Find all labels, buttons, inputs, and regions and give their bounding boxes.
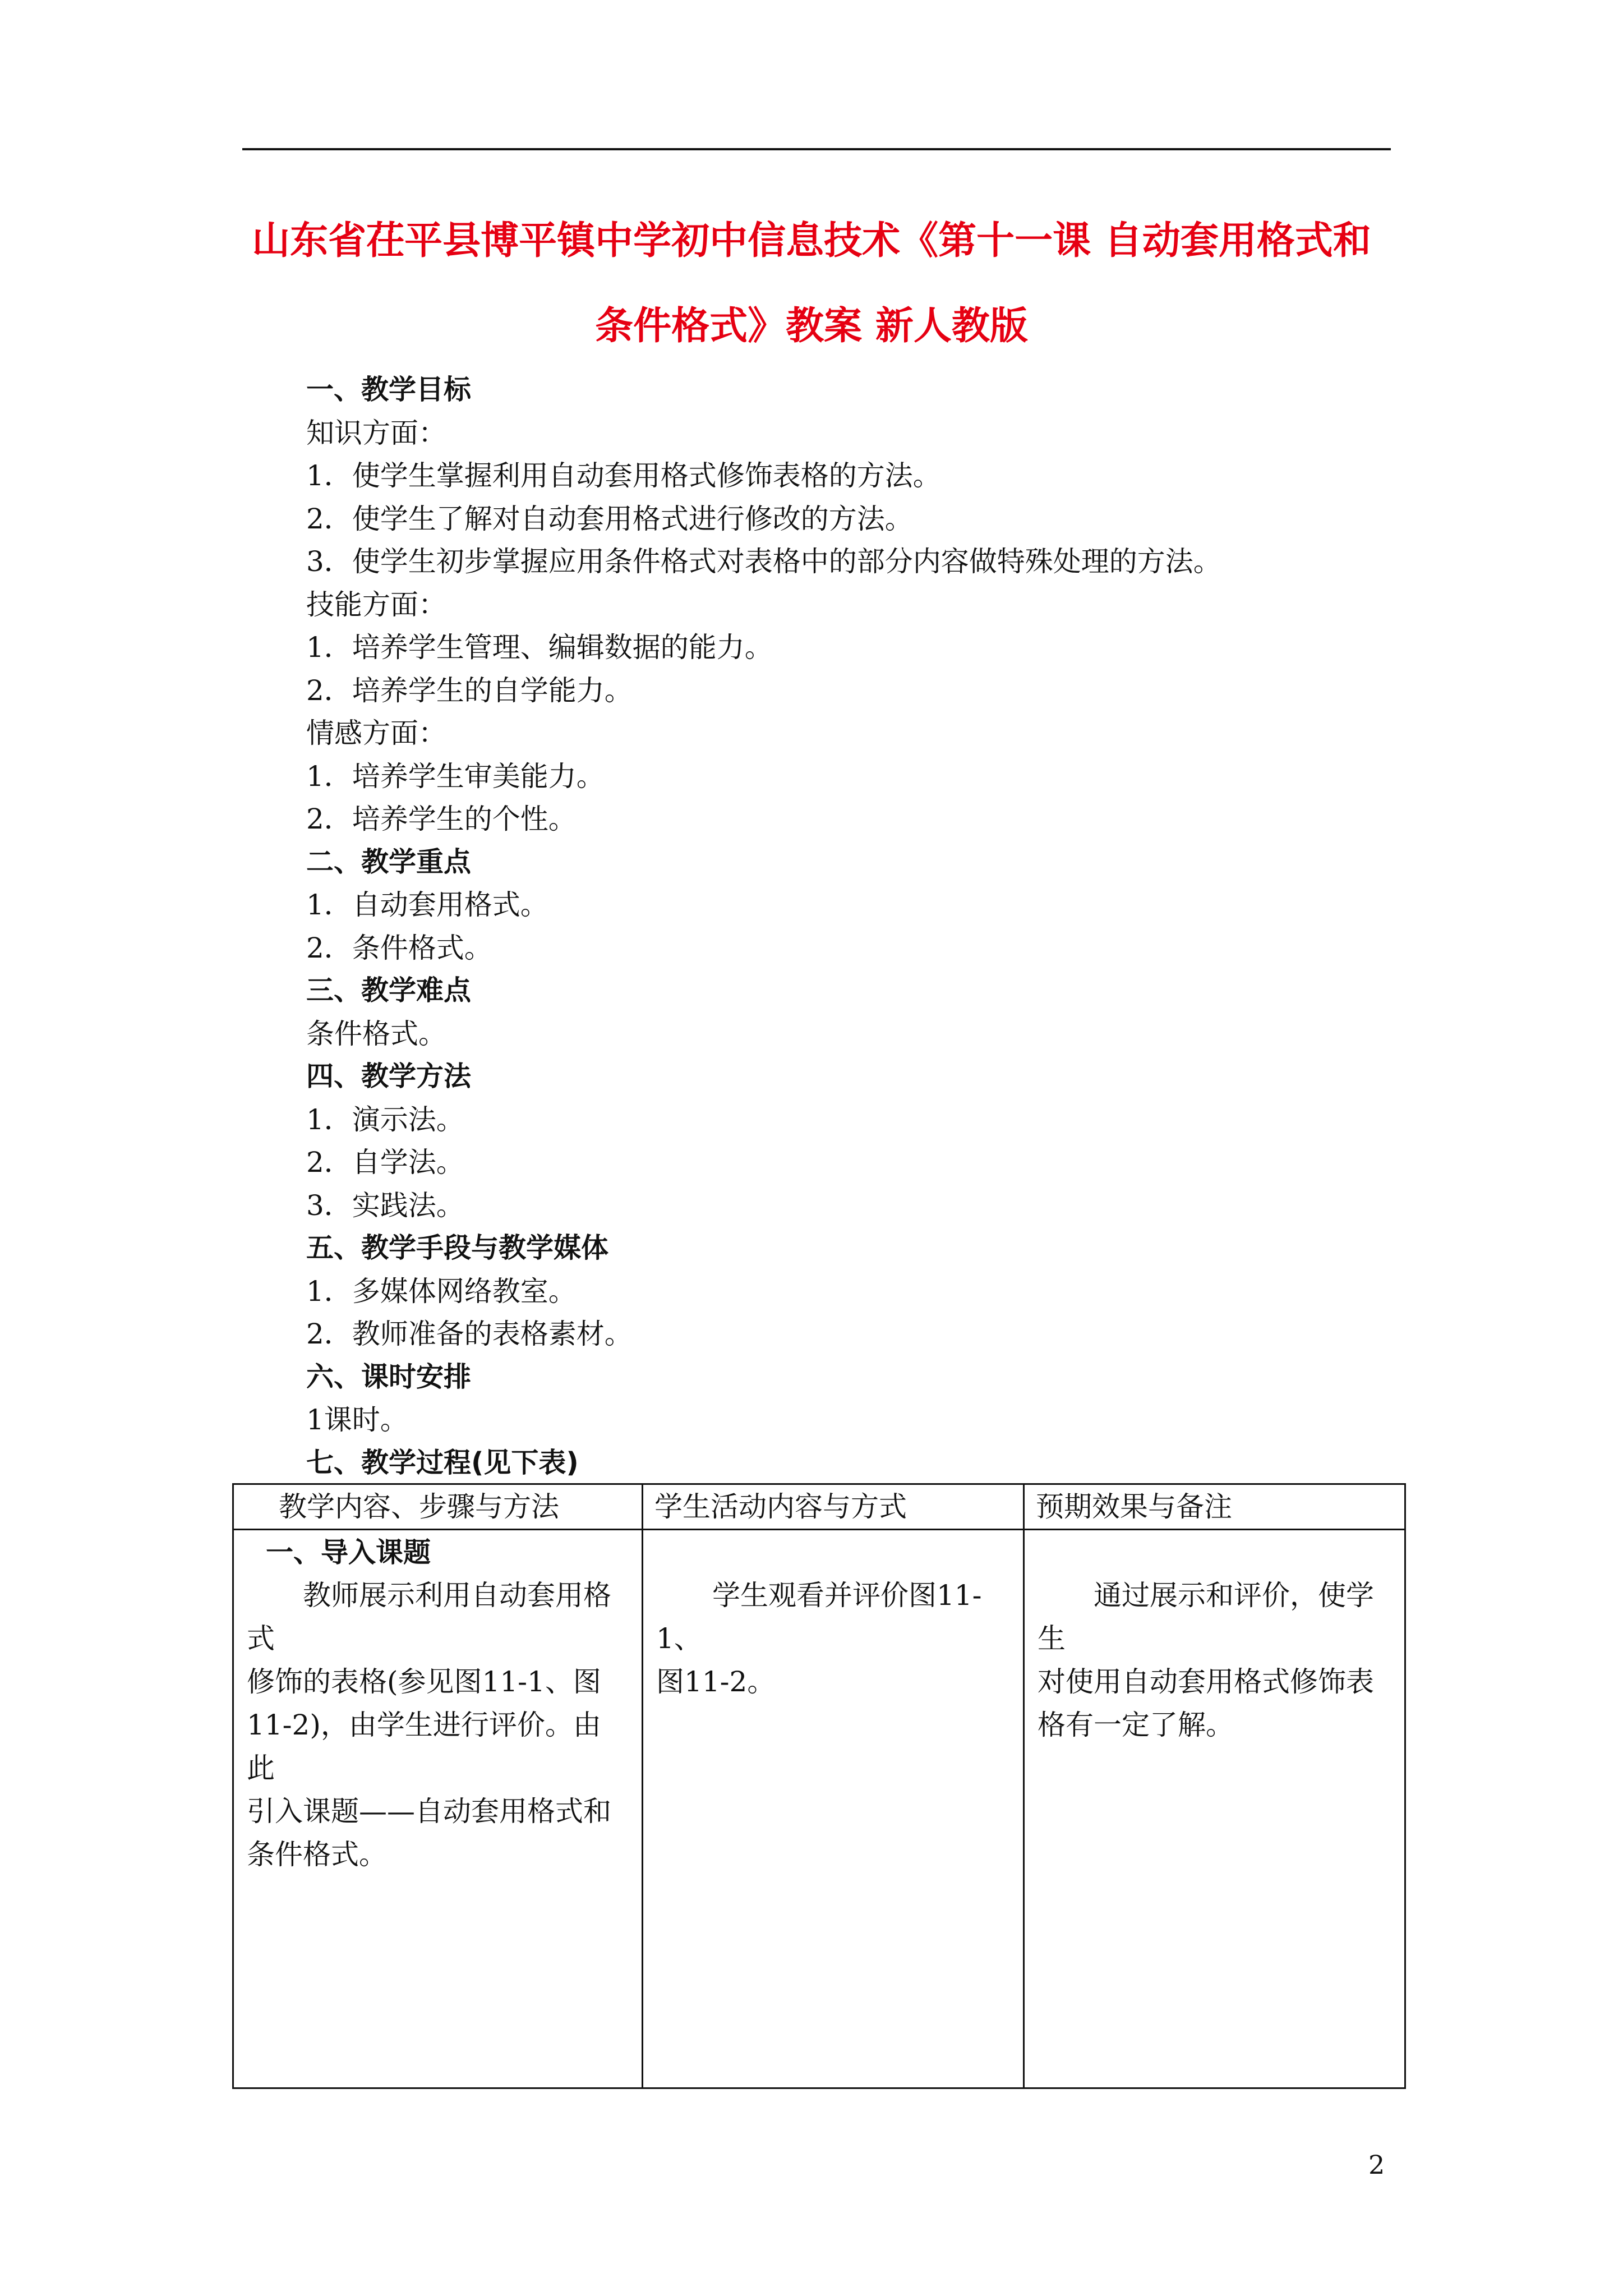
section-heading: 四、教学方法 [306, 1060, 472, 1092]
table-header-row [233, 1484, 1405, 1530]
table-cell-line: 引入课题——自动套用格式和 [247, 1795, 611, 1828]
table-cell-content [1024, 1530, 1405, 2088]
body-line: 2．培养学生的自学能力。 [306, 674, 633, 707]
table-cell-line: 通过展示和评价，使学生 [1038, 1579, 1374, 1655]
body-line: 2．条件格式。 [306, 931, 492, 964]
section-heading: 五、教学手段与教学媒体 [306, 1232, 609, 1264]
body-line: 技能方面： [306, 588, 446, 621]
table-header-cell: 教学内容、步骤与方法 [233, 1484, 643, 1530]
body-line: 1．演示法。 [306, 1103, 464, 1136]
body-line: 1．使学生掌握利用自动套用格式修饰表格的方法。 [306, 459, 941, 492]
body-line: 1．自动套用格式。 [306, 889, 548, 921]
body-line: 2．教师准备的表格素材。 [306, 1318, 633, 1350]
table-cell-line: 教师展示利用自动套用格式 [247, 1579, 611, 1655]
table-cell-line: 学生观看并评价图11-1、 [656, 1579, 982, 1655]
table-cell-text [644, 1574, 1022, 1704]
table-cell-line: 11-2)，由学生进行评价。由此 [247, 1709, 601, 1784]
body-line: 2．使学生了解对自动套用格式进行修改的方法。 [306, 502, 913, 535]
body-line: 3．使学生初步掌握应用条件格式对表格中的部分内容做特殊处理的方法。 [306, 545, 1221, 578]
table-cell-content [643, 1530, 1024, 2088]
body-line: 情感方面： [306, 717, 446, 749]
section-heading: 二、教学重点 [306, 845, 472, 878]
table-cell-title: 一、导入课题 [266, 1536, 431, 1568]
table-cell-text [1025, 1574, 1404, 1747]
page-number: 2 [1368, 2150, 1385, 2180]
body-line: 1．多媒体网络教室。 [306, 1274, 577, 1308]
body-line: 3．实践法。 [306, 1189, 464, 1222]
body-line: 1．培养学生管理、编辑数据的能力。 [306, 631, 773, 664]
document-title-line1: 山东省茌平县博平镇中学初中信息技术《第十一课 自动套用格式和 [252, 219, 1371, 263]
table-cell-line: 格有一定了解。 [1038, 1709, 1234, 1741]
table-cell-line: 图11-2。 [656, 1665, 776, 1698]
lesson-plan-body [306, 369, 1400, 1484]
teaching-process-table [232, 1483, 1406, 2089]
table-cell-line: 对使用自动套用格式修饰表 [1038, 1665, 1374, 1698]
table-cell-line: 修饰的表格(参见图11-1、图 [247, 1665, 601, 1698]
table-row [233, 1530, 1405, 2088]
body-line: 2．培养学生的个性。 [306, 803, 577, 835]
body-line: 2．自学法。 [306, 1146, 464, 1179]
table-cell-content [233, 1530, 643, 2088]
body-line: 知识方面： [306, 416, 446, 449]
header-rule [242, 148, 1391, 150]
body-line: 1．培养学生审美能力。 [306, 760, 605, 793]
section-heading: 六、课时安排 [306, 1360, 472, 1393]
document-title-line2: 条件格式》教案 新人教版 [595, 304, 1028, 348]
section-heading: 三、教学难点 [306, 974, 472, 1006]
table-header-cell: 预期效果与备注 [1024, 1484, 1405, 1530]
table-header-cell: 学生活动内容与方式 [643, 1484, 1024, 1530]
body-line: 1课时。 [306, 1404, 408, 1436]
section-heading: 七、教学过程(见下表) [306, 1446, 579, 1479]
body-line: 条件格式。 [306, 1017, 446, 1050]
table-cell-line: 条件格式。 [247, 1838, 387, 1871]
table-cell-text [234, 1574, 641, 1876]
section-heading: 一、教学目标 [306, 374, 472, 406]
